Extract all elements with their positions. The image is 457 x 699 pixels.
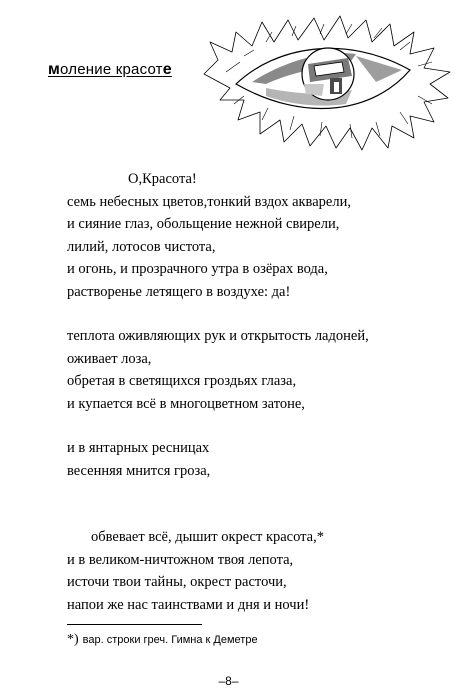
stanza-gap — [67, 415, 437, 437]
stanza-gap — [67, 482, 437, 526]
poem-line: лилий, лотосов чистота, — [67, 238, 216, 255]
poem-line: и в великом-ничтожном твоя лепота, — [67, 551, 294, 568]
title-first-letter: м — [48, 61, 61, 78]
page-number: –8– — [218, 674, 239, 688]
poem-line: семь небесных цветов,тонкий вздох акварели, — [67, 193, 351, 210]
title-middle: оление красот — [60, 61, 163, 78]
poem-line: весенняя мнится гроза, — [67, 462, 211, 479]
poem-line: и в янтарных ресницах — [67, 440, 210, 456]
footnote — [67, 632, 258, 648]
poem-line: источи твои тайны, окрест расточи, — [67, 574, 287, 590]
poem-line: напои же нас таинствами и дня и ночи! — [67, 596, 310, 613]
poem-title — [48, 61, 172, 79]
footnote-rule — [67, 624, 202, 625]
footnote-text: вар. строки греч. Гимна к Деметре — [82, 634, 258, 646]
poem-line: обвевает всё, дышит окрест красота,* — [91, 529, 324, 545]
stanza-gap — [67, 303, 437, 325]
poem-line: и огонь, и прозрачного утра в озёрах вода, — [67, 261, 328, 277]
poem-line: обретая в светящихся гроздьях глаза, — [67, 373, 297, 389]
poem-line: и сияние глаз, обольщение нежной свирели, — [67, 216, 340, 232]
poem-line: О,Красота! — [128, 171, 197, 187]
footnote-mark: *) — [67, 632, 79, 647]
poem-line: растворенье летящего в воздухе: да! — [67, 283, 291, 300]
poem-line: оживает лоза, — [67, 350, 152, 367]
title-last-letter: е — [162, 61, 172, 78]
eye-flame-emblem-icon — [196, 12, 457, 152]
poem-body — [67, 168, 437, 616]
poem-line: и купается всё в многоцветном затоне, — [67, 395, 305, 412]
poem-line: теплота оживляющих рук и открытость ладоней, — [67, 328, 369, 344]
